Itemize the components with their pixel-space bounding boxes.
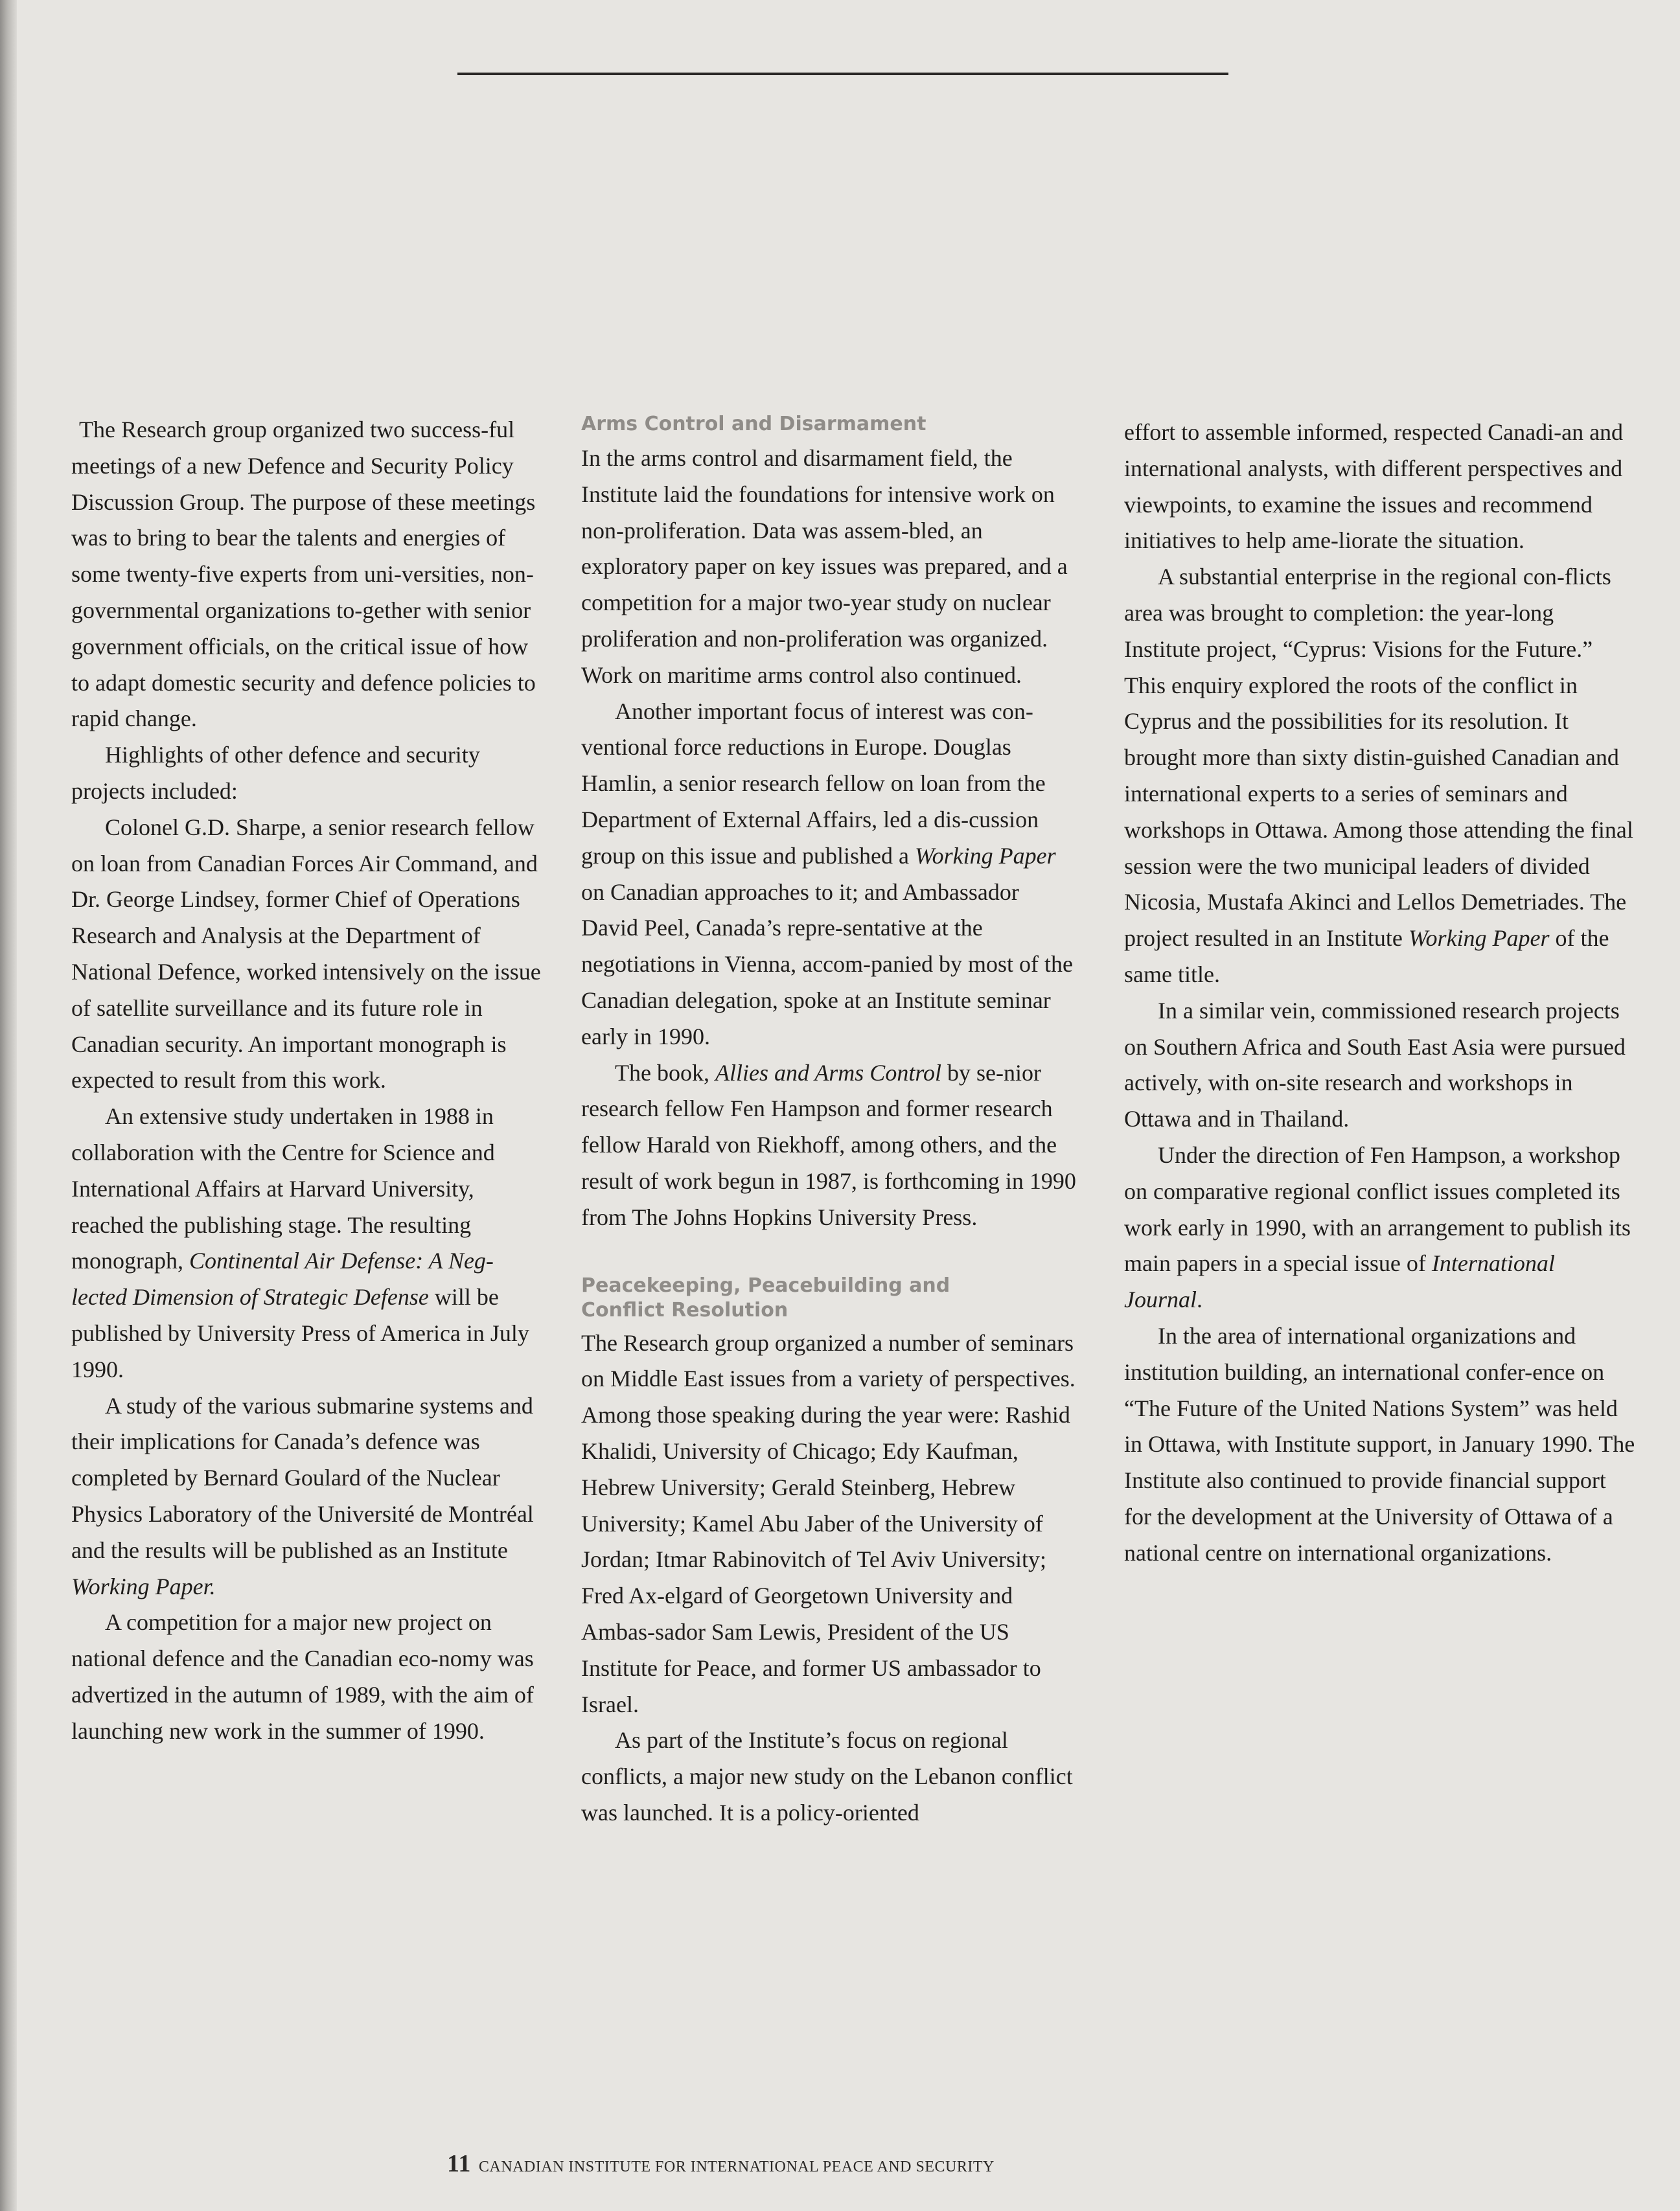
paragraph — [1124, 559, 1636, 993]
section-heading-peacekeeping: Peacekeeping, Peacebuilding and Conflict Resolution — [581, 1274, 950, 1322]
publication-title: International Journal — [1124, 1250, 1555, 1313]
publication-title: Allies and Arms Control — [715, 1059, 941, 1086]
column-1 — [71, 412, 547, 1749]
paragraph: Highlights of other defence and security projects included: — [71, 742, 480, 804]
column-3 — [1124, 415, 1636, 1572]
paragraph: effort to assemble informed, respected Canadi-an and international analysts, with different perspectives and viewpoints, to examine the issues and recommend initiatives to help ame-liorate the situation. — [1124, 419, 1624, 554]
text-run: will be published by University Press of America in July 1990. — [71, 1284, 529, 1382]
paragraph: Colonel G.D. Sharpe, a senior research fellow on loan from Canadian Forces Air Command, and Dr. George Lindsey, former Chief of Operations Research and Analysis at the Department of National Defence, worked intensively on the issue of satellite surveillance and its future role in Canadian security. An important monograph is expected to result from this work. — [71, 814, 541, 1094]
text-run: . — [1197, 1287, 1202, 1313]
paragraph — [581, 694, 1080, 1055]
text-run: Another important focus of interest was con-ventional force reductions in Europe. Douglas Hamlin, a senior research fellow on loan from the Department of External Affairs, led a dis-cussion group on this issue and published a — [581, 698, 1046, 869]
text-run: A study of the various submarine systems and their implications for Canada’s defence was completed by Bernard Goulard of the Nuclear Physics Laboratory of the Université de Montréal and the results will be published as an Institute — [71, 1392, 534, 1563]
publisher-name: CANADIAN INSTITUTE FOR INTERNATIONAL PEACE AND SECURITY — [478, 2159, 995, 2175]
text-run: Under the direction of Fen Hampson, a workshop on comparative regional conflict issues completed its work early in 1990, with an arrangement to publish its main papers in a special issue of — [1124, 1141, 1631, 1277]
paragraph — [1124, 1138, 1636, 1318]
paragraph: In the area of international organizations and institution building, an international confer-ence on “The Future of the United Nations System” was held in Ottawa, with Institute support, in January 1990. The Institute also continued to provide financial support for the development at the University of Ottawa of a national centre on international organizations. — [1124, 1322, 1635, 1566]
column-2 — [581, 412, 1080, 1831]
paragraph: A competition for a major new project on national defence and the Canadian eco-nomy was advertized in the autumn of 1989, with the aim of launching new work in the summer of 1990. — [71, 1609, 534, 1744]
paragraph: In the arms control and disarmament field, the Institute laid the foundations for intensive work on non-proliferation. Data was assem-bled, an exploratory paper on key issues was prepared, and a competition for a major two-year study on nuclear proliferation and non-proliferation was organized. Work on maritime arms control also continued. — [581, 445, 1068, 688]
section-heading-arms-control: Arms Control and Disarmament — [581, 413, 926, 435]
text-run: of the same title. — [1124, 925, 1609, 987]
top-rule — [457, 73, 1228, 75]
paragraph — [581, 1055, 1080, 1236]
text-run: An extensive study undertaken in 1988 in collaboration with the Centre for Science and International Affairs at Harvard University, reached the publishing stage. The resulting monograph, — [71, 1103, 495, 1274]
text-run: on Canadian approaches to it; and Ambassador David Peel, Canada’s repre-sentative at the negotiations in Vienna, accom-panied by most of the Canadian delegation, spoke at an Institute seminar early in 1990. — [581, 878, 1073, 1049]
paragraph: The Research group organized a number of seminars on Middle East issues from a variety of perspectives. Among those speaking during the year were: Rashid Khalidi, University of Chicago; Edy Kaufman, Hebrew University; Gerald Steinberg, Hebrew University; Kamel Abu Jaber of the University of Jordan; Itmar Rabinovitch of Tel Aviv University; Fred Ax-elgard of Georgetown University and Ambas-sador Sam Lewis, President of the US Institute for Peace, and former US ambassador to Israel. — [581, 1329, 1076, 1717]
paragraph — [71, 1388, 547, 1605]
publication-title: Working Paper — [1408, 925, 1550, 952]
publication-title: Continental Air Defense: A Neg-lected Dimension of Strategic Defense — [71, 1248, 494, 1311]
text-run: by se-nior research fellow Fen Hampson and former research fellow Harald von Riekhoff, among others, and the result of work begun in 1987, is forthcoming in 1990 from The Johns Hopkins University Press. — [581, 1059, 1076, 1230]
paragraph — [71, 1099, 547, 1388]
page-footer — [447, 2149, 995, 2178]
publication-title: Working Paper. — [71, 1573, 216, 1599]
page-spine-shadow — [0, 0, 17, 2211]
paragraph: As part of the Institute’s focus on regional conflicts, a major new study on the Lebanon conflict was launched. It is a policy-oriented — [581, 1727, 1073, 1826]
paragraph: The Research group organized two success-ful meetings of a new Defence and Security Policy Discussion Group. The purpose of these meetings was to bring to bear the talents and energies of some twenty-five experts from uni-versities, non-governmental organizations to-gether with senior government officials, on the critical issue of how to adapt domestic security and defence policies to rapid change. — [71, 417, 536, 732]
publication-title: Working Paper — [914, 842, 1056, 869]
paragraph: In a similar vein, commissioned research projects on Southern Africa and South East Asia were pursued actively, with on-site research and workshops in Ottawa and in Thailand. — [1124, 997, 1626, 1132]
text-run: The book, — [615, 1059, 715, 1086]
text-run: A substantial enterprise in the regional con-flicts area was brought to completion: the year-long Institute project, “Cyprus: Visions for the Future.” This enquiry explored the roots of the conflict in Cyprus and the possibilities for its resolution. It brought more than sixty distin-guished Canadian and international experts to a series of seminars and workshops in Ottawa. Among those attending the final session were the two municipal leaders of divided Nicosia, Mustafa Akinci and Lellos Demetriades. The project resulted in an Institute — [1124, 564, 1633, 952]
page-number: 11 — [447, 2150, 471, 2177]
